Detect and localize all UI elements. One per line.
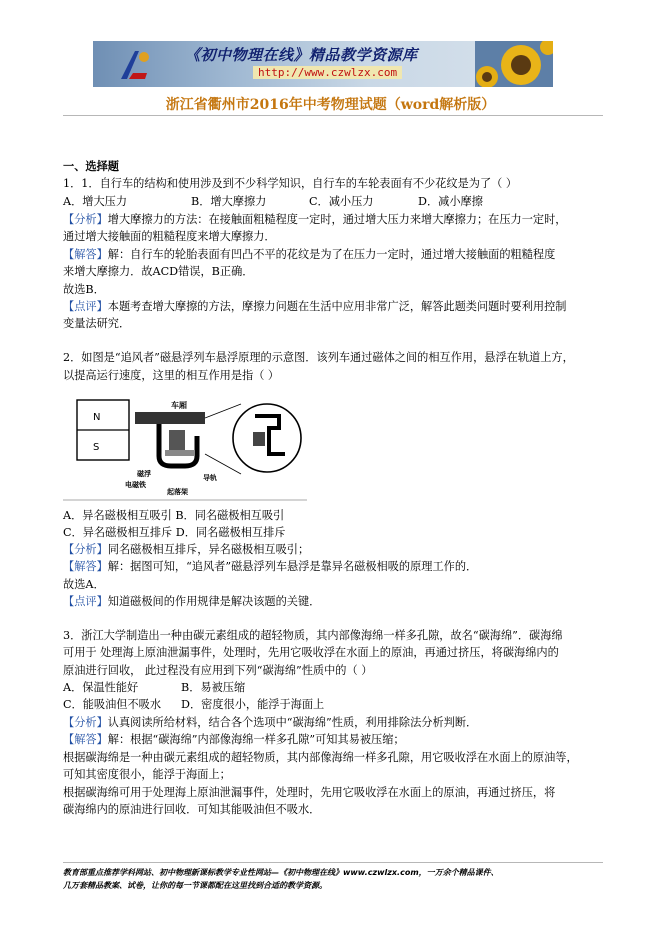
q2-options-row-2: C．异名磁极相互排斥 D．同名磁极相互排斥: [63, 526, 286, 539]
q3-answer-text-3: 可知其密度很小，能浮于海面上；: [63, 768, 231, 781]
q2-stem-1: 2．如图是“追风者”磁悬浮列车悬浮原理的示意图．该列车通过磁体之间的相互作用，悬浮在轨道上方，: [63, 351, 574, 364]
q2-answer: [63, 560, 477, 574]
divider: [63, 115, 603, 116]
q1-answer: [63, 248, 555, 262]
footer-line-2: 几万套精品教案、试卷，让你的每一节课都配在这里找到合适的教学资源。: [63, 881, 327, 890]
q2-analysis-text: 同名磁极相互排斥，异名磁极相互吸引；: [107, 543, 310, 556]
q3-analysis-text: 认真阅读所给材料，结合各个选项中“碳海绵”性质，利用排除法分析判断．: [107, 716, 478, 729]
q2-choice: 故选A．: [63, 578, 105, 591]
q3-option-d: D．密度很小，能浮于海面上: [181, 698, 325, 711]
q1-option-a: A．增大压力: [63, 195, 128, 208]
q3-option-b: B．易被压缩: [181, 681, 246, 694]
q3-option-c: C．能吸油但不吸水: [63, 698, 162, 711]
analysis-tag: 【分析】: [63, 716, 108, 729]
q3-analysis: [63, 716, 477, 730]
label-n: N: [93, 412, 101, 423]
label-car: 车厢: [171, 401, 187, 410]
q2-stem-2: 以提高运行速度，这里的相互作用是指（ ）: [63, 369, 280, 382]
q1-analysis: [63, 213, 566, 227]
q3-stem-2: 可用于 处理海上原油泄漏事件，处理时，先用它吸收浮在水面上的原油，再通过挤压，将碳海绵内的: [63, 646, 559, 659]
q1-option-b: B．增大摩擦力: [191, 195, 267, 208]
label-rail: 导轨: [203, 474, 217, 482]
footer-line-1: 教育部重点推荐学科网站、初中物理新课标教学专业性网站—《初中物理在线》www.czwlzx.com，一万余个精品课件、: [63, 868, 499, 877]
label-frame: 起落架: [167, 488, 188, 496]
q2-comment-text: 知道磁极间的作用规律是解决该题的关键．: [107, 595, 321, 608]
q2-answer-text: 解：据图可知，“追风者”磁悬浮列车悬浮是靠异名磁极相吸的原理工作的．: [107, 560, 478, 573]
q3-stem-3: 原油进行回收， 此过程没有应用到下列“碳海绵”性质中的（ ）: [63, 664, 373, 677]
comment-tag: 【点评】: [63, 300, 108, 313]
q2-options-row-1: A．异名磁极相互吸引 B．同名磁极相互吸引: [63, 509, 285, 522]
q3-options-row-1: [63, 681, 463, 695]
label-magnet: 电磁铁: [125, 481, 146, 489]
q2-comment: [63, 595, 320, 609]
q3-answer-text-2: 根据碳海绵是一种由碳元素组成的超轻物质，其内部像海绵一样多孔隙，用它吸收浮在水面上的原油等，: [63, 751, 578, 764]
q1-comment-text-2: 变量法研究．: [63, 317, 131, 330]
answer-tag: 【解答】: [63, 248, 108, 261]
answer-tag: 【解答】: [63, 560, 108, 573]
banner-title: 《初中物理在线》精品教学资源库: [185, 46, 418, 64]
q1-answer-text-2: 来增大摩擦力．故ACD错误，B正确．: [63, 265, 254, 278]
q1-choice: 故选B．: [63, 283, 105, 296]
section-heading: 一、选择题: [63, 160, 119, 173]
q3-stem-1: 3．浙江大学制造出一种由碳元素组成的超轻物质，其内部像海绵一样多孔隙，故名“碳海绵”．碳海绵: [63, 629, 563, 642]
header-banner: [93, 41, 553, 87]
analysis-tag: 【分析】: [63, 543, 108, 556]
sunflower-icon: [475, 41, 553, 87]
footer-divider: [63, 862, 603, 863]
q3-answer: [63, 733, 405, 747]
logo-icon: [115, 45, 157, 83]
q1-option-d: D．减小摩擦: [418, 195, 483, 208]
q3-option-a: A．保温性能好: [63, 681, 139, 694]
q1-stem: 1．1．自行车的结构和使用涉及到不少科学知识，自行车的车轮表面有不少花纹是为了（ ）: [63, 177, 518, 190]
q1-options: [63, 195, 563, 209]
q3-answer-text-5: 碳海绵内的原油进行回收．可知其能吸油但不吸水．: [63, 803, 321, 816]
q2-analysis: [63, 543, 309, 557]
q1-analysis-text-1: 增大摩擦力的方法：在接触面粗糙程度一定时，通过增大压力来增大摩擦力；在压力一定时，: [107, 213, 567, 226]
comment-tag: 【点评】: [63, 595, 108, 608]
q3-answer-text-1: 解：根据“碳海绵”内部像海绵一样多孔隙”可知其易被压缩；: [107, 733, 405, 746]
maglev-diagram: [63, 394, 307, 502]
page-title: 浙江省衢州市2016年中考物理试题（word解析版）: [165, 97, 496, 113]
q1-option-c: C．减小压力: [309, 195, 374, 208]
label-s: S: [93, 442, 100, 453]
q1-comment: [63, 300, 566, 314]
answer-tag: 【解答】: [63, 733, 108, 746]
label-float: 磁浮: [137, 470, 151, 478]
q1-analysis-text-2: 通过增大接触面的粗糙程度来增大摩擦力．: [63, 230, 276, 243]
banner-url[interactable]: http://www.czwlzx.com: [253, 66, 402, 79]
q3-answer-text-4: 根据碳海绵可用于处理海上原油泄漏事件，处理时，先用它吸收浮在水面上的原油，再通过挤压，将: [63, 786, 556, 799]
q1-comment-text-1: 本题考查增大摩擦的方法，摩擦力问题在生活中应用非常广泛，解答此题类问题时要利用控制: [107, 300, 567, 313]
q3-options-row-2: [63, 698, 463, 712]
q1-answer-text-1: 解：自行车的轮胎表面有凹凸不平的花纹是为了在压力一定时，通过增大接触面的粗糙程度: [107, 248, 556, 261]
analysis-tag: 【分析】: [63, 213, 108, 226]
